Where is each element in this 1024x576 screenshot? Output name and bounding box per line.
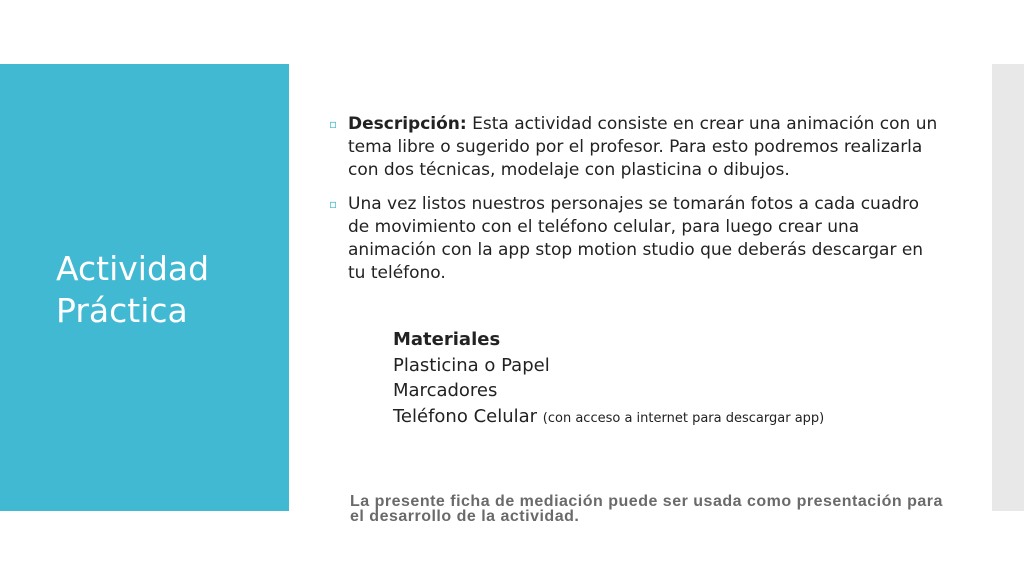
materials-item: Marcadores — [393, 380, 498, 401]
materials-list — [393, 327, 824, 431]
bullet-procedure — [329, 193, 939, 285]
slide-title — [56, 248, 276, 332]
materials-heading: Materiales — [393, 329, 501, 350]
side-decoration-bar — [992, 64, 1024, 511]
bullet-text: Una vez listos nuestros personajes se tomarán fotos a cada cuadro de movimiento con el teléfono celular, para luego crear una animación con la app stop motion studio que deberás descargar en tu teléfono. — [348, 194, 924, 283]
bullet-text: Esta actividad consiste en crear una animación con un tema libre o sugerido por el profesor. Para esto podremos realizarla con dos técnicas, modelaje con plasticina o dibujos. — [348, 114, 938, 180]
slide-title-line-2: Práctica — [56, 291, 188, 330]
materials-item: Teléfono Celular — [393, 405, 538, 427]
bullet-icon: ▫ — [329, 197, 338, 211]
materials-item: Plasticina o Papel — [393, 354, 550, 376]
materials-item-phone — [393, 404, 824, 432]
bullet-icon: ▫ — [329, 117, 338, 131]
bullet-description — [329, 113, 939, 182]
materials-note: (con acceso a internet para descargar app) — [542, 410, 825, 426]
footer-note: La presente ficha de mediación puede ser usada como presentación para el desarrollo de la actividad. — [350, 493, 943, 525]
bullet-label: Descripción: — [348, 114, 467, 134]
slide-title-line-1: Actividad — [56, 249, 210, 288]
content-area — [329, 113, 939, 296]
